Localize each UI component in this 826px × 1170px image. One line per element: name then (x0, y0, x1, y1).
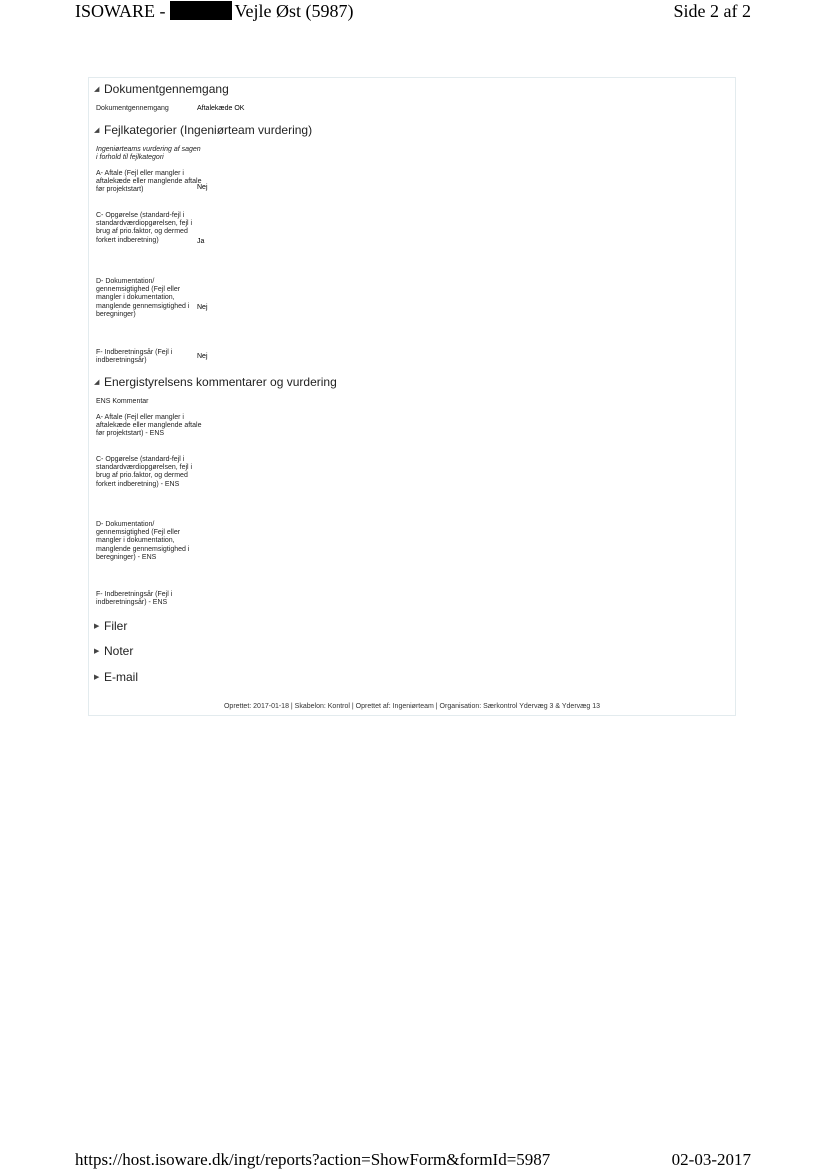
print-title-prefix: ISOWARE - (75, 1, 166, 21)
ens-label-a: A- Aftale (Fejl eller mangler i aftalekæde eller manglende aftale før projektstart) - ENS (96, 414, 202, 438)
section-header-fejlkategorier[interactable]: ◢ Fejlkategorier (Ingeniørteam vurdering) (94, 123, 313, 137)
ens-label-d: D- Dokumentation/ gennemsigtighed (Fejl eller mangler i dokumentation, manglende gennemsigtighed i beregninger) - ENS (96, 521, 190, 561)
ens-label-f: F- Indberetningsår (Fejl i indberetningsår) - ENS (96, 591, 173, 607)
section-header-energistyrelsen[interactable]: ◢ Energistyrelsens kommentarer og vurdering (94, 375, 337, 389)
expanded-triangle-icon: ◢ (94, 379, 100, 386)
field-value-dokumentgennemgang: Aftalekæde OK (197, 105, 245, 112)
form-meta-footer: Oprettet: 2017-01-18 | Skabelon: Kontrol | Oprettet af: Ingeniørteam | Organisation: Særkontrol Ydervæg 3 & Ydervæg 13 (223, 703, 600, 710)
print-url: https://host.isoware.dk/ingt/reports?action=ShowForm&formId=5987 (75, 1150, 551, 1169)
section-header-email[interactable]: ▶ E-mail (94, 670, 139, 684)
report-panel (88, 77, 736, 716)
section-header-dokumentgennemgang[interactable]: ◢ Dokumentgennemgang (94, 82, 229, 96)
ens-label-kommentar: ENS Kommentar (96, 398, 149, 405)
fejl-value-f: Nej (197, 353, 208, 360)
section-header-noter[interactable]: ▶ Noter (94, 644, 134, 658)
redaction-block (170, 1, 232, 20)
field-label-dokumentgennemgang: Dokumentgennemgang (96, 105, 169, 112)
fejl-label-f: F- Indberetningsår (Fejl i indberetningsår) (96, 349, 173, 365)
fejl-label-d: D- Dokumentation/ gennemsigtighed (Fejl eller mangler i dokumentation, manglende gennemsigtighed i beregninger) (96, 278, 190, 318)
expanded-triangle-icon: ◢ (94, 86, 100, 93)
print-title-suffix: Vejle Øst (5987) (234, 1, 354, 21)
collapsed-triangle-icon: ▶ (94, 674, 100, 681)
expanded-triangle-icon: ◢ (94, 127, 100, 134)
collapsed-triangle-icon: ▶ (94, 648, 100, 655)
section-header-filer[interactable]: ▶ Filer (94, 619, 128, 633)
collapsed-triangle-icon: ▶ (94, 623, 100, 630)
fejl-label-a: A- Aftale (Fejl eller mangler i aftalekæde eller manglende aftale før projektstart) (96, 170, 202, 194)
fejl-intro-label: Ingeniørteams vurdering af sagen i forhold til fejlkategori (96, 146, 201, 162)
fejl-label-c: C- Opgørelse (standard-fejl i standardværdiopgørelsen, fejl i brug af prio.faktor, og dermed forkert indberetning) (96, 212, 193, 244)
print-header (0, 0, 826, 24)
print-title (75, 1, 353, 22)
fejl-value-d: Nej (197, 304, 208, 311)
fejl-value-a: Nej (197, 184, 208, 191)
print-date: 02-03-2017 (671, 1150, 751, 1169)
page-number: Side 2 af 2 (673, 1, 751, 21)
ens-label-c: C- Opgørelse (standard-fejl i standardværdiopgørelsen, fejl i brug af prio.faktor, og dermed forkert indberetning) - ENS (96, 456, 193, 488)
fejl-value-c: Ja (197, 238, 205, 245)
